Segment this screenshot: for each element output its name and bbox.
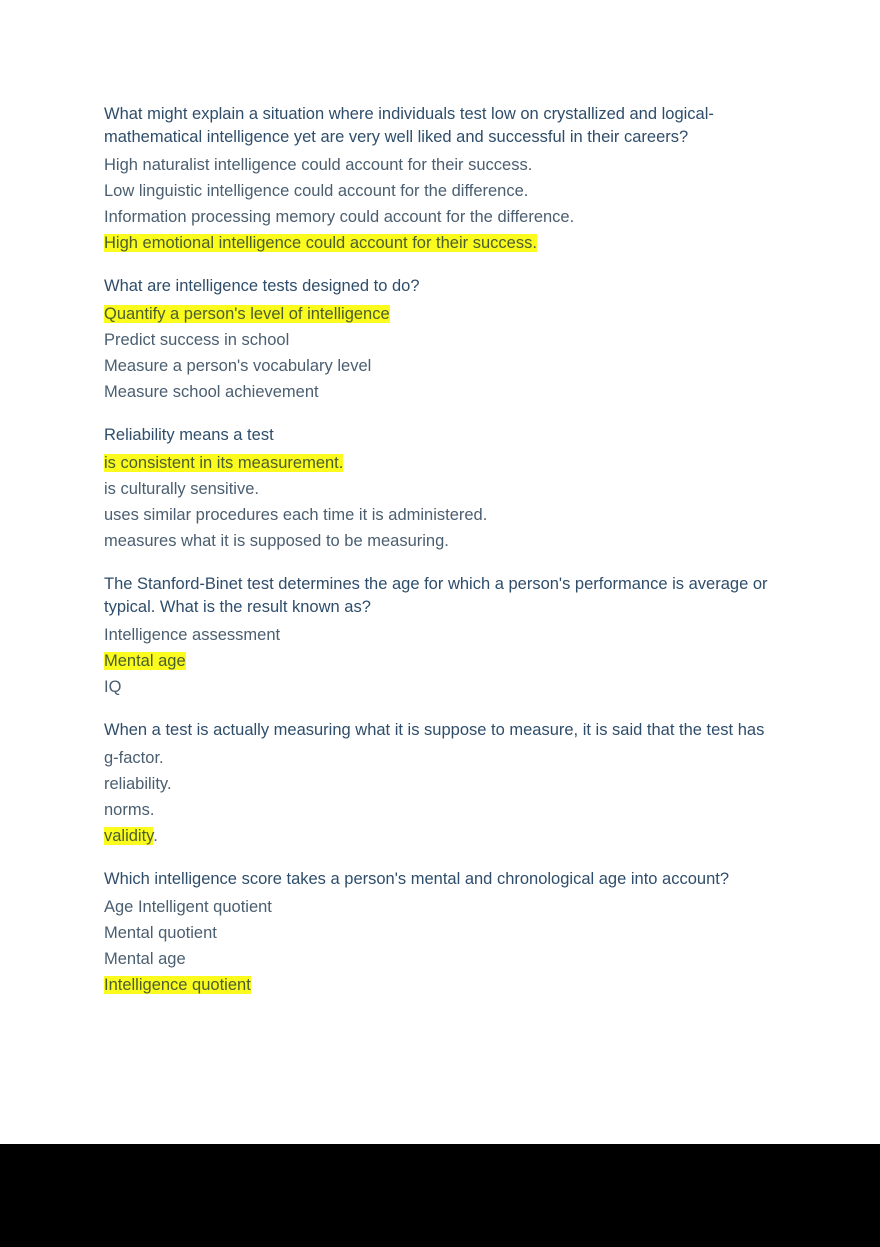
question-text: Reliability means a test — [104, 426, 274, 444]
question-text: Which intelligence score takes a person's mental and chronological age into account? — [104, 870, 730, 888]
question-block — [104, 424, 774, 554]
question-block — [104, 103, 774, 256]
answer-option: IQ — [104, 678, 122, 696]
answer-option: Information processing memory could account for the difference. — [104, 208, 575, 226]
answer-option: g-factor. — [104, 749, 164, 767]
answer-option-correct — [104, 823, 774, 849]
highlighted-answer: High emotional intelligence could account for their success. — [104, 234, 537, 252]
answer-option: Age Intelligent quotient — [104, 898, 272, 916]
answer-option-correct — [104, 972, 774, 998]
answer-option: Predict success in school — [104, 331, 290, 349]
answer-option: measures what it is supposed to be measuring. — [104, 532, 449, 550]
question-text: When a test is actually measuring what it is suppose to measure, it is said that the test has — [104, 721, 765, 739]
answer-option-correct — [104, 230, 774, 256]
answer-option: reliability. — [104, 775, 172, 793]
answer-option: Mental quotient — [104, 924, 217, 942]
answer-option-correct — [104, 450, 774, 476]
answer-option: Measure school achievement — [104, 383, 319, 401]
answer-option: norms. — [104, 801, 155, 819]
answer-option-correct — [104, 648, 774, 674]
black-margin — [0, 1144, 880, 1247]
question-text: What might explain a situation where individuals test low on crystallized and logical-mathematical intelligence yet are very well liked and successful in their careers? — [104, 105, 714, 146]
answer-option: is culturally sensitive. — [104, 480, 259, 498]
answer-option: uses similar procedures each time it is administered. — [104, 506, 488, 524]
question-text: What are intelligence tests designed to do? — [104, 277, 420, 295]
highlighted-answer: Quantify a person's level of intelligence — [104, 305, 390, 323]
answer-option-correct — [104, 301, 774, 327]
answer-suffix: . — [153, 827, 158, 845]
highlighted-answer: is consistent in its measurement. — [104, 454, 344, 472]
answer-option: Mental age — [104, 950, 186, 968]
answer-option: High naturalist intelligence could account for their success. — [104, 156, 533, 174]
highlighted-answer: Intelligence quotient — [104, 976, 251, 994]
highlighted-answer: Mental age — [104, 652, 186, 670]
answer-option: Measure a person's vocabulary level — [104, 357, 372, 375]
question-text: The Stanford-Binet test determines the age for which a person's performance is average or typical. What is the result known as? — [104, 575, 768, 616]
question-block — [104, 868, 774, 998]
question-block — [104, 573, 774, 700]
question-block — [104, 275, 774, 405]
highlighted-answer: validity — [104, 827, 154, 845]
answer-option: Low linguistic intelligence could account for the difference. — [104, 182, 529, 200]
question-block — [104, 719, 774, 849]
answer-option: Intelligence assessment — [104, 626, 281, 644]
quiz-content — [104, 103, 774, 1017]
